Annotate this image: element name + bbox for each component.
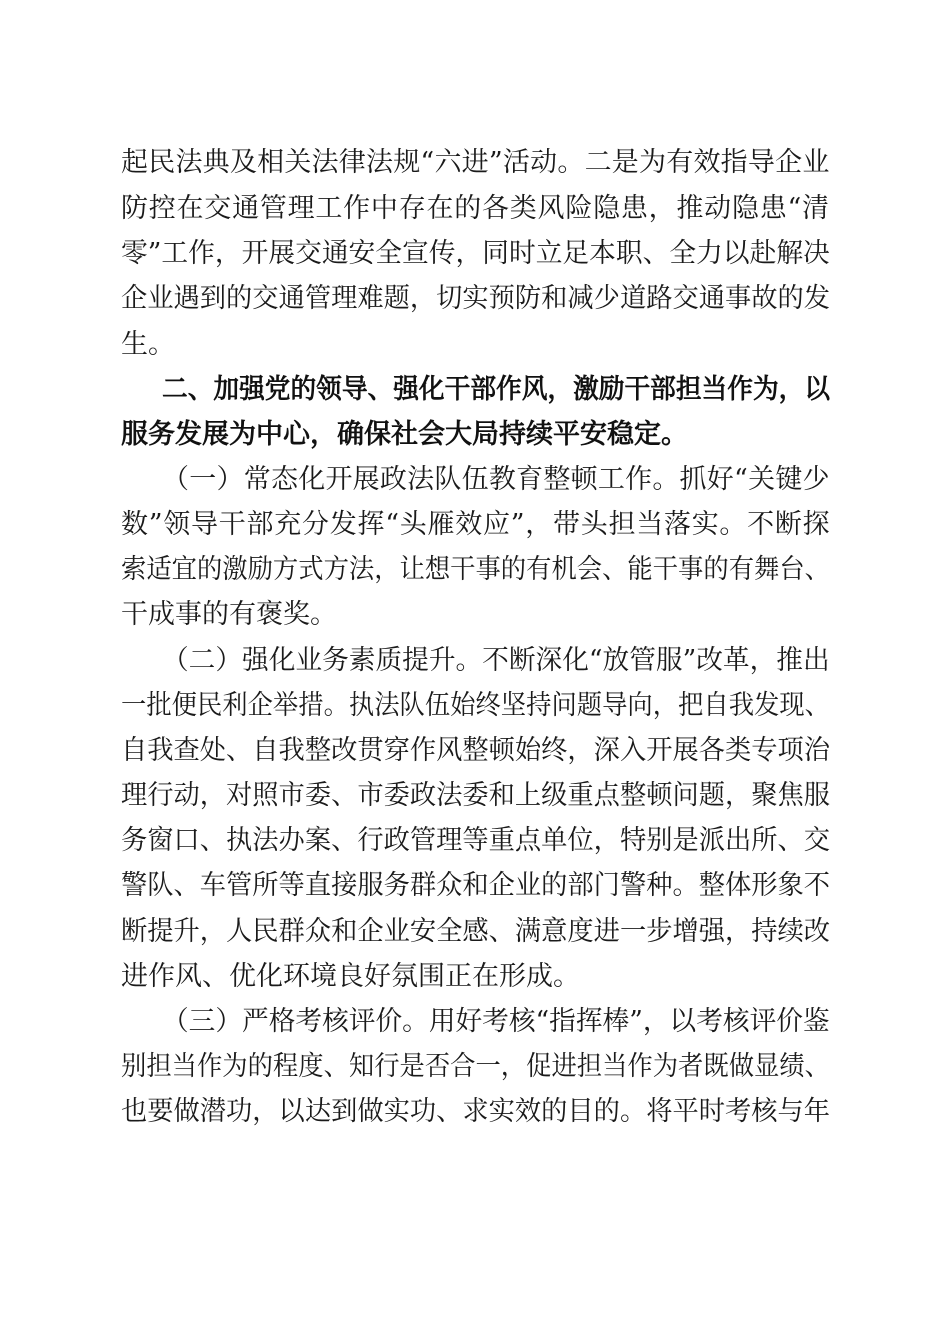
body-text-line: 理行动，对照市委、市委政法委和上级重点整顿问题，聚焦服 [121, 780, 831, 811]
body-text-line: 警队、车管所等直接服务群众和企业的部门警种。整体形象不 [121, 870, 831, 901]
body-text-line: 自我查处、自我整改贯穿作风整顿始终，深入开展各类专项治 [121, 735, 831, 766]
body-text-line: 起民法典及相关法律法规“六进”活动。二是为有效指导企业 [121, 147, 830, 178]
body-text-line: 防控在交通管理工作中存在的各类风险隐患，推动隐患“清 [121, 193, 830, 224]
body-text-line: 一批便民利企举措。执法队伍始终坚持问题导向，把自我发现、 [121, 690, 830, 721]
subsection-lead-line: （一）常态化开展政法队伍教育整顿工作。抓好“关键少 [162, 464, 830, 495]
body-text-line: 别担当作为的程度、知行是否合一，促进担当作为者既做显绩、 [121, 1051, 830, 1082]
body-text-line: 数”领导干部充分发挥“头雁效应”，带头担当落实。不断探 [121, 509, 831, 540]
body-text-line: 也要做潜功，以达到做实功、求实效的目的。将平时考核与年 [121, 1096, 831, 1127]
section-heading-line: 服务发展为中心，确保社会大局持续平安稳定。 [121, 419, 688, 450]
body-text-line: 干成事的有褒奖。 [121, 599, 337, 630]
section-heading-line: 二、加强党的领导、强化干部作风，激励干部担当作为，以 [162, 374, 831, 405]
body-text-line: 零”工作，开展交通安全宣传，同时立足本职、全力以赴解决 [121, 238, 830, 269]
body-text-line: 进作风、优化环境良好氛围正在形成。 [121, 961, 580, 992]
body-text-line: 务窗口、执法办案、行政管理等重点单位，特别是派出所、交 [121, 825, 831, 856]
body-text-line: 索适宜的激励方式方法，让想干事的有机会、能干事的有舞台、 [121, 554, 830, 585]
body-text-line: 企业遇到的交通管理难题，切实预防和减少道路交通事故的发 [121, 283, 831, 314]
subsection-lead-line: （二）强化业务素质提升。不断深化“放管服”改革，推出 [162, 645, 830, 676]
body-text-line: 生。 [121, 329, 175, 360]
body-text-line: 断提升，人民群众和企业安全感、满意度进一步增强，持续改 [121, 916, 831, 947]
subsection-lead-line: （三）严格考核评价。用好考核“指挥棒”，以考核评价鉴 [162, 1006, 830, 1037]
